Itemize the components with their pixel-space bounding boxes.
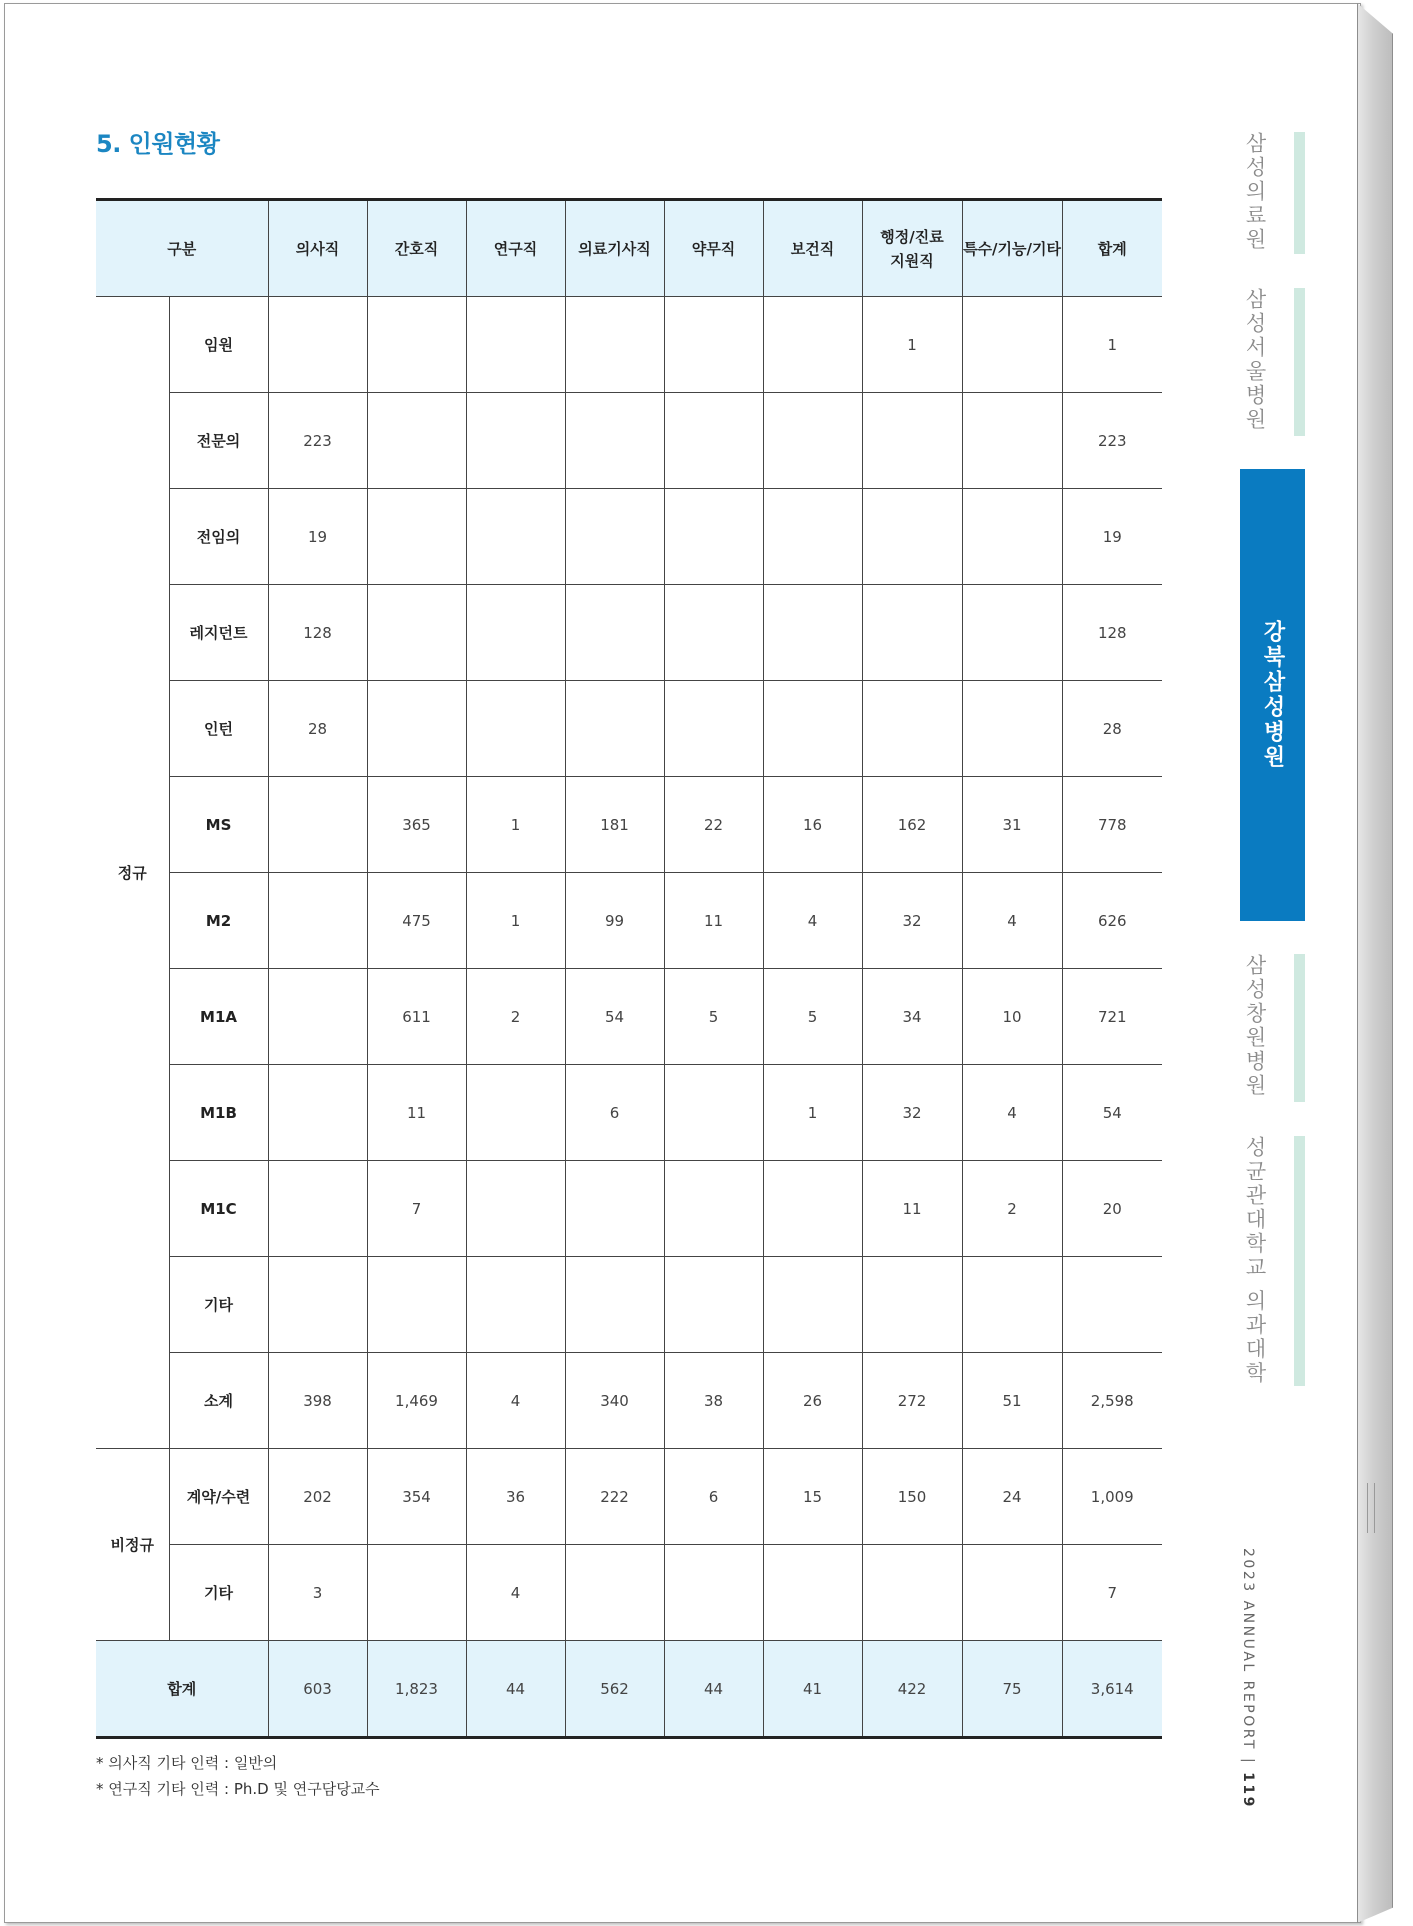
table-cell: 4	[466, 1353, 565, 1449]
table-cell: 34	[862, 969, 962, 1065]
total-label: 합계	[96, 1641, 268, 1738]
header-admin-label: 행정/진료 지원직	[880, 227, 944, 270]
table-cell: 51	[962, 1353, 1062, 1449]
table-cell	[565, 489, 664, 585]
table-cell	[664, 1161, 763, 1257]
table-cell	[367, 681, 466, 777]
row-label: 전임의	[169, 489, 268, 585]
table-row-fellow	[96, 489, 1162, 585]
sidebar-active-label: 강북삼성병원	[1260, 620, 1285, 770]
table-cell: 32	[862, 1065, 962, 1161]
annual-report-label	[1240, 1548, 1256, 1809]
table-cell	[962, 585, 1062, 681]
table-cell: 626	[1062, 873, 1162, 969]
table-cell: 38	[664, 1353, 763, 1449]
sidebar-item-medical-center[interactable]: 삼성의료원	[1243, 132, 1267, 252]
table-cell: 4	[763, 873, 862, 969]
table-cell: 11	[664, 873, 763, 969]
table-cell: 222	[565, 1449, 664, 1545]
table-cell	[565, 681, 664, 777]
sidebar-item-skku-medicine[interactable]: 성균관대학교 의과대학	[1243, 1136, 1267, 1386]
table-cell	[664, 585, 763, 681]
table-cell: 340	[565, 1353, 664, 1449]
table-cell: 26	[763, 1353, 862, 1449]
table-cell: 28	[268, 681, 367, 777]
table-cell	[862, 489, 962, 585]
table-cell	[268, 1257, 367, 1353]
report-title: 2023 ANNUAL REPORT	[1240, 1548, 1256, 1751]
table-cell	[862, 1257, 962, 1353]
table-cell	[763, 489, 862, 585]
table-cell: 11	[862, 1161, 962, 1257]
row-label: 기타	[169, 1545, 268, 1641]
table-row-m1c	[96, 1161, 1162, 1257]
page-edge-mark	[1367, 1483, 1375, 1533]
total-cell: 75	[962, 1641, 1062, 1738]
table-cell	[466, 297, 565, 393]
table-cell: 4	[962, 873, 1062, 969]
table-cell	[962, 393, 1062, 489]
table-cell: 19	[1062, 489, 1162, 585]
table-cell: 22	[664, 777, 763, 873]
header-research: 연구직	[466, 200, 565, 297]
header-category: 구분	[96, 200, 268, 297]
table-cell	[367, 585, 466, 681]
sidebar-bar-0	[1294, 132, 1305, 254]
table-cell: 162	[862, 777, 962, 873]
table-cell: 2	[962, 1161, 1062, 1257]
table-cell	[664, 1545, 763, 1641]
table-row-specialist	[96, 393, 1162, 489]
table-cell	[565, 1545, 664, 1641]
table-cell: 475	[367, 873, 466, 969]
table-cell	[763, 585, 862, 681]
row-label: 임원	[169, 297, 268, 393]
table-cell	[466, 1161, 565, 1257]
table-cell: 223	[1062, 393, 1162, 489]
section-title: 5. 인원현황	[96, 130, 220, 158]
row-label: 전문의	[169, 393, 268, 489]
table-cell	[664, 297, 763, 393]
table-cell: 365	[367, 777, 466, 873]
sidebar-bar-3	[1294, 954, 1305, 1102]
table-cell: 36	[466, 1449, 565, 1545]
total-cell: 562	[565, 1641, 664, 1738]
table-row-m1b	[96, 1065, 1162, 1161]
table-cell: 150	[862, 1449, 962, 1545]
sidebar-item-seoul[interactable]: 삼성서울병원	[1243, 288, 1267, 432]
total-cell: 44	[664, 1641, 763, 1738]
header-admin	[862, 200, 962, 297]
table-cell	[367, 1257, 466, 1353]
table-cell	[565, 393, 664, 489]
table-cell	[664, 681, 763, 777]
table-cell	[466, 681, 565, 777]
table-cell	[466, 1065, 565, 1161]
header-total: 합계	[1062, 200, 1162, 297]
table-cell: 272	[862, 1353, 962, 1449]
table-cell	[664, 393, 763, 489]
table-cell: 32	[862, 873, 962, 969]
total-cell: 41	[763, 1641, 862, 1738]
table-cell: 28	[1062, 681, 1162, 777]
table-cell	[664, 489, 763, 585]
table-header-row	[96, 200, 1162, 297]
table-cell: 10	[962, 969, 1062, 1065]
table-cell	[862, 585, 962, 681]
header-health: 보건직	[763, 200, 862, 297]
table-cell	[268, 1065, 367, 1161]
table-cell	[268, 297, 367, 393]
row-label: M1B	[169, 1065, 268, 1161]
table-cell	[268, 873, 367, 969]
table-cell	[763, 1257, 862, 1353]
table-cell: 6	[664, 1449, 763, 1545]
table-cell: 4	[962, 1065, 1062, 1161]
table-cell	[664, 1065, 763, 1161]
table-cell: 24	[962, 1449, 1062, 1545]
table-row-resident	[96, 585, 1162, 681]
table-row-ms	[96, 777, 1162, 873]
table-cell	[466, 1257, 565, 1353]
table-cell	[962, 489, 1062, 585]
table-cell: 1	[862, 297, 962, 393]
table-cell: 54	[1062, 1065, 1162, 1161]
table-cell: 128	[268, 585, 367, 681]
table-cell: 5	[664, 969, 763, 1065]
table-cell: 721	[1062, 969, 1162, 1065]
sidebar-bar-4	[1294, 1136, 1305, 1386]
table-cell	[763, 297, 862, 393]
table-cell: 2	[466, 969, 565, 1065]
table-cell	[565, 1257, 664, 1353]
header-nurse: 간호직	[367, 200, 466, 297]
table-cell: 1	[466, 873, 565, 969]
table-row-executive	[96, 297, 1162, 393]
table-cell: 20	[1062, 1161, 1162, 1257]
table-cell: 223	[268, 393, 367, 489]
table-cell	[367, 489, 466, 585]
sidebar-item-kangbuk-active[interactable]	[1240, 469, 1305, 921]
table-row-contract	[96, 1449, 1162, 1545]
row-label: 인턴	[169, 681, 268, 777]
table-row-subtotal	[96, 1353, 1162, 1449]
group-irregular: 비정규	[96, 1449, 169, 1641]
table-cell: 128	[1062, 585, 1162, 681]
page-edge	[1357, 3, 1393, 1923]
table-cell	[962, 297, 1062, 393]
table-cell: 398	[268, 1353, 367, 1449]
table-cell	[367, 297, 466, 393]
table-cell	[367, 393, 466, 489]
table-cell: 1	[763, 1065, 862, 1161]
table-cell: 778	[1062, 777, 1162, 873]
table-row-etc-irregular	[96, 1545, 1162, 1641]
table-cell: 19	[268, 489, 367, 585]
table-cell: 611	[367, 969, 466, 1065]
table-cell: 202	[268, 1449, 367, 1545]
row-label: 레지던트	[169, 585, 268, 681]
row-label: 계약/수련	[169, 1449, 268, 1545]
table-cell: 31	[962, 777, 1062, 873]
total-cell: 44	[466, 1641, 565, 1738]
table-cell	[763, 681, 862, 777]
table-row-m2	[96, 873, 1162, 969]
table-cell: 15	[763, 1449, 862, 1545]
table-cell	[466, 489, 565, 585]
row-label: 기타	[169, 1257, 268, 1353]
table-row-etc	[96, 1257, 1162, 1353]
header-doctor: 의사직	[268, 200, 367, 297]
table-cell	[862, 681, 962, 777]
page-number: 119	[1240, 1772, 1256, 1809]
table-cell	[862, 393, 962, 489]
row-label: M2	[169, 873, 268, 969]
table-cell: 181	[565, 777, 664, 873]
table-cell	[763, 393, 862, 489]
table-cell: 16	[763, 777, 862, 873]
group-regular: 정규	[96, 297, 169, 1449]
total-cell: 3,614	[1062, 1641, 1162, 1738]
table-cell: 1,469	[367, 1353, 466, 1449]
table-cell: 2,598	[1062, 1353, 1162, 1449]
table-cell	[1062, 1257, 1162, 1353]
table-cell	[862, 1545, 962, 1641]
header-pharmacy: 약무직	[664, 200, 763, 297]
table-cell	[466, 585, 565, 681]
footnote-research: * 연구직 기타 인력 : Ph.D 및 연구담당교수	[96, 1780, 380, 1798]
table-cell: 7	[1062, 1545, 1162, 1641]
table-cell	[565, 1161, 664, 1257]
table-cell	[466, 393, 565, 489]
table-cell: 1	[466, 777, 565, 873]
table-cell	[268, 1161, 367, 1257]
table-cell: 11	[367, 1065, 466, 1161]
table-cell: 4	[466, 1545, 565, 1641]
sidebar-bar-1	[1294, 288, 1305, 436]
table-cell	[664, 1257, 763, 1353]
table-cell: 1	[1062, 297, 1162, 393]
footnote-doctor: * 의사직 기타 인력 : 일반의	[96, 1754, 278, 1772]
table-cell	[962, 1257, 1062, 1353]
table-cell	[268, 777, 367, 873]
table-row-total	[96, 1641, 1162, 1738]
table-cell: 5	[763, 969, 862, 1065]
table-cell: 6	[565, 1065, 664, 1161]
table-cell	[367, 1545, 466, 1641]
row-label: 소계	[169, 1353, 268, 1449]
table-cell: 1,009	[1062, 1449, 1162, 1545]
footnotes	[96, 1750, 380, 1802]
table-cell	[565, 297, 664, 393]
table-cell	[565, 585, 664, 681]
table-cell: 99	[565, 873, 664, 969]
total-cell: 603	[268, 1641, 367, 1738]
table-cell	[962, 681, 1062, 777]
table-cell: 354	[367, 1449, 466, 1545]
report-separator: |	[1240, 1757, 1256, 1773]
table-cell: 7	[367, 1161, 466, 1257]
total-cell: 422	[862, 1641, 962, 1738]
header-special: 특수/기능/기타	[962, 200, 1062, 297]
table-cell	[763, 1545, 862, 1641]
table-cell: 54	[565, 969, 664, 1065]
table-cell	[763, 1161, 862, 1257]
row-label: M1A	[169, 969, 268, 1065]
table-cell	[962, 1545, 1062, 1641]
row-label: MS	[169, 777, 268, 873]
table-cell	[268, 969, 367, 1065]
table-row-m1a	[96, 969, 1162, 1065]
table-row-intern	[96, 681, 1162, 777]
row-label: M1C	[169, 1161, 268, 1257]
table-cell: 3	[268, 1545, 367, 1641]
header-medical-tech: 의료기사직	[565, 200, 664, 297]
total-cell: 1,823	[367, 1641, 466, 1738]
staff-table	[96, 198, 1162, 1739]
sidebar-item-changwon[interactable]: 삼성창원병원	[1243, 954, 1267, 1098]
